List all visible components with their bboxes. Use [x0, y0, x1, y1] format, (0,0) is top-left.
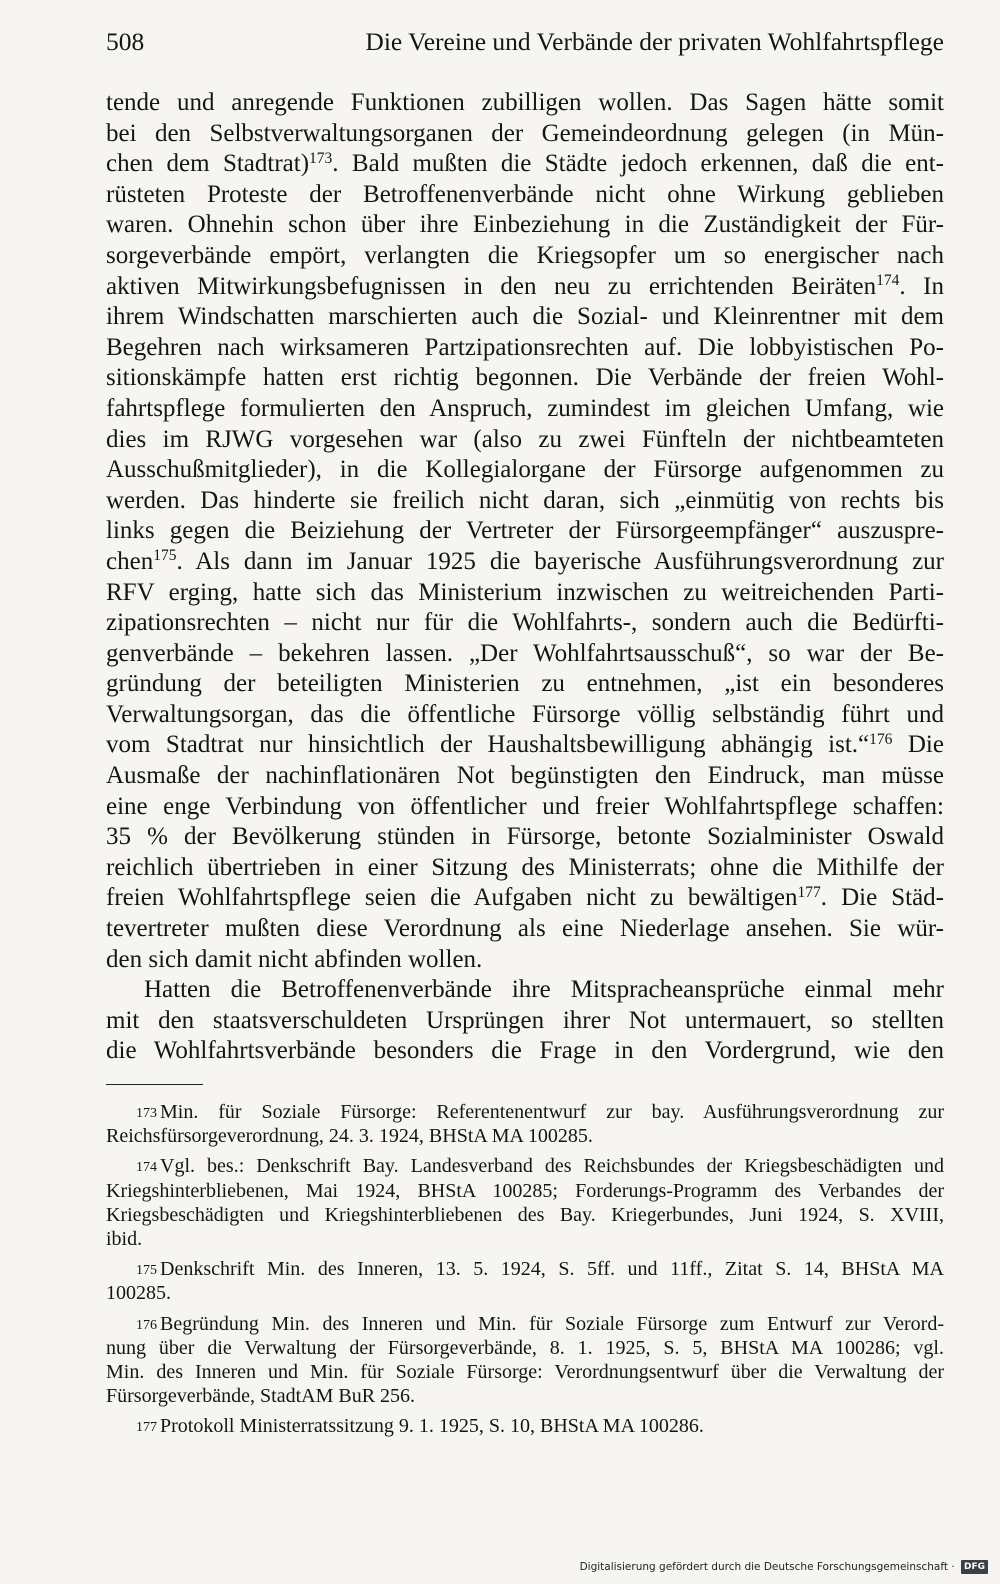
- body-line-text: Ausschußmitglieder), in die Kollegialorgane der Fürsorge aufgenommen zu: [106, 456, 944, 484]
- digitization-credit: [580, 1558, 988, 1576]
- body-line: [106, 547, 944, 578]
- body-line-text: tende und anregende Funktionen zubilligen wollen. Das Sagen hätte somit: [106, 89, 944, 116]
- footnote-text: Begründung Min. des Inneren und Min. für Soziale Fürsorge zum Entwurf zur Verord-: [160, 1312, 944, 1335]
- body-line: [106, 425, 944, 456]
- footnote-text: Min. des Inneren und Min. für Soziale Fürsorge: Verordnungsentwurf über die Verwaltung der: [106, 1360, 944, 1383]
- body-line: [106, 241, 944, 272]
- body-text: [106, 88, 944, 1067]
- footnote-reference[interactable]: 173: [309, 149, 333, 167]
- body-line-text: reichlich übertrieben in einer Sitzung des Ministerrats; ohne die Mithilfe der: [106, 853, 944, 881]
- body-line-text: den sich damit nicht abfinden wollen.: [106, 945, 483, 973]
- body-line: [106, 730, 944, 761]
- footnote-line: [106, 1203, 944, 1227]
- footnote-reference[interactable]: 175: [153, 547, 177, 565]
- footnote-number: 174: [136, 1160, 157, 1176]
- footnote-number: 176: [136, 1317, 157, 1333]
- body-line: [106, 639, 944, 670]
- footnote-line: [106, 1312, 944, 1336]
- body-line-text: Die: [892, 731, 944, 759]
- body-line-text: aktiven Mitwirkungsbefugnissen in den neu zu errichtenden Beiräten: [106, 272, 877, 300]
- body-line: [106, 119, 944, 150]
- body-line-text: vom Stadtrat nur hinsichtlich der Haushaltsbewilligung abhängig ist.“: [106, 731, 870, 759]
- body-line-text: links gegen die Beiziehung der Vertreter der Fürsorgeempfänger“ auszuspre-: [106, 517, 944, 545]
- body-line-text: die Wohlfahrtsverbände besonders die Frage in den Vordergrund, wie den: [106, 1037, 944, 1065]
- body-line: [106, 822, 944, 853]
- body-line-text: chen dem Stadtrat): [106, 150, 310, 178]
- body-line-text: bei den Selbstverwaltungsorganen der Gemeindeordnung gelegen (in Mün-: [106, 119, 944, 147]
- body-line: [106, 669, 944, 700]
- footnote-text: nung über die Verwaltung der Fürsorgeverbände, 8. 1. 1925, S. 5, BHStA MA 100286; vgl.: [106, 1336, 944, 1359]
- footnote-divider: [106, 1084, 203, 1085]
- body-line-text: tevertreter mußten diese Verordnung als eine Niederlage ansehen. Sie wür-: [106, 915, 944, 943]
- footnote-line: [106, 1414, 944, 1438]
- body-line-text: dies im RJWG vorgesehen war (also zu zwei Fünfteln der nichtbeamteten: [106, 425, 944, 453]
- body-line-text: sitionskämpfe hatten erst richtig begonnen. Die Verbände der freien Wohl-: [106, 364, 944, 392]
- body-line-text: . In: [899, 272, 944, 300]
- footnote-line: [106, 1360, 944, 1384]
- body-line: [106, 272, 944, 303]
- body-line-text: RFV erging, hatte sich das Ministerium inzwischen zu weitreichenden Parti-: [106, 578, 944, 606]
- body-line-text: eine enge Verbindung von öffentlicher und freier Wohlfahrtspflege schaffen:: [106, 792, 944, 820]
- body-line: [106, 578, 944, 609]
- body-line-text: . Die Städ-: [820, 884, 944, 912]
- body-line-text: genverbände – bekehren lassen. „Der Wohlfahrtsausschuß“, so war der Be-: [106, 639, 944, 667]
- body-line: [106, 914, 944, 945]
- footnote-text: Fürsorgeverbände, StadtAM BuR 256.: [106, 1385, 416, 1408]
- footnote-text: ibid.: [106, 1227, 143, 1250]
- footnote-text: Kriegshinterbliebenen, Mai 1924, BHStA 100285; Forderungs-Programm des Verbandes der: [106, 1179, 944, 1202]
- body-line: [106, 883, 944, 914]
- body-line: [106, 180, 944, 211]
- footnote-text: Protokoll Ministerratssitzung 9. 1. 1925, S. 10, BHStA MA 100286.: [160, 1415, 704, 1438]
- footnote-line: [106, 1227, 944, 1251]
- body-line: [106, 975, 944, 1006]
- footnote-line: [106, 1124, 944, 1148]
- footnote-text: Denkschrift Min. des Inneren, 13. 5. 1924, S. 5ff. und 11ff., Zitat S. 14, BHStA MA: [160, 1258, 944, 1281]
- footnote: [106, 1154, 944, 1251]
- footnote-reference[interactable]: 174: [876, 272, 900, 290]
- body-line-text: sorgeverbände empört, verlangten die Kriegsopfer um so energischer nach: [106, 241, 944, 269]
- body-line-text: fahrtspflege formulierten den Anspruch, zumindest im gleichen Umfang, wie: [106, 394, 944, 422]
- footnote-number: 177: [136, 1420, 157, 1436]
- footnote-number: 173: [136, 1106, 157, 1121]
- body-line: [106, 608, 944, 639]
- footnote-reference[interactable]: 176: [869, 730, 893, 748]
- body-line: [106, 486, 944, 517]
- footnote-line: [106, 1336, 944, 1360]
- body-line-text: chen: [106, 547, 154, 575]
- body-line-text: Ausmaße der nachinflationären Not begünstigten den Eindruck, man müsse: [106, 762, 944, 790]
- body-line: [106, 363, 944, 394]
- footnote-text: 100285.: [106, 1282, 171, 1305]
- footnote-line: [106, 1154, 944, 1178]
- body-line: [106, 945, 944, 976]
- footnote-reference[interactable]: 177: [797, 883, 821, 901]
- footnote: [106, 1312, 944, 1409]
- body-line: [106, 700, 944, 731]
- footnote-line: [106, 1281, 944, 1305]
- body-line-text: . Bald mußten die Städte jedoch erkennen, daß die ent-: [332, 150, 944, 178]
- body-line: [106, 88, 944, 119]
- footnote-text: Min. für Soziale Fürsorge: Referentenentwurf zur bay. Ausführungsverordnung zur: [160, 1101, 944, 1123]
- body-line: [106, 516, 944, 547]
- body-line: [106, 394, 944, 425]
- body-line: [106, 853, 944, 884]
- running-title: Die Vereine und Verbände der privaten Wohlfahrtspflege: [365, 27, 944, 56]
- footnote-text: Reichsfürsorgeverordnung, 24. 3. 1924, BHStA MA 100285.: [106, 1125, 593, 1148]
- footnote-text: Vgl. bes.: Denkschrift Bay. Landesverband des Reichsbundes der Kriegsbeschädigten und: [160, 1155, 944, 1178]
- body-line-text: rüsteten Proteste der Betroffenenverbände nicht ohne Wirkung geblieben: [106, 180, 944, 208]
- footnote-text: Kriegsbeschädigten und Kriegshinterbliebenen des Bay. Kriegerbundes, Juni 1924, S. XVIII,: [106, 1203, 944, 1226]
- body-line-text: zipationsrechten – nicht nur für die Wohlfahrts-, sondern auch die Bedürfti-: [106, 609, 944, 637]
- footnotes: [106, 1100, 944, 1444]
- body-line: [106, 210, 944, 241]
- body-line: [106, 333, 944, 364]
- footnote-line: [106, 1100, 944, 1124]
- body-line-text: waren. Ohnehin schon über ihre Einbeziehung in die Zuständigkeit der Für-: [106, 211, 944, 239]
- body-line-text: 35 % der Bevölkerung stünden in Fürsorge, betonte Sozialminister Oswald: [106, 823, 944, 851]
- body-line: [106, 1006, 944, 1037]
- footnote: [106, 1100, 944, 1148]
- footnote-line: [106, 1179, 944, 1203]
- body-line-text: werden. Das hinderte sie freilich nicht daran, sich „einmütig von rechts bis: [106, 486, 944, 514]
- dfg-logo: DFG: [961, 1560, 988, 1574]
- body-line: [106, 761, 944, 792]
- body-line: [106, 1036, 944, 1067]
- body-line-text: freien Wohlfahrtspflege seien die Aufgaben nicht zu bewältigen: [106, 884, 798, 912]
- body-line-text: mit den staatsverschuldeten Ursprüngen ihrer Not untermauert, so stellten: [106, 1006, 944, 1034]
- body-line: [106, 455, 944, 486]
- body-line-text: Verwaltungsorgan, das die öffentliche Fürsorge völlig selbständig führt und: [106, 700, 944, 728]
- page-number: 508: [106, 27, 145, 56]
- footnote-line: [106, 1384, 944, 1408]
- credit-text: Digitalisierung gefördert durch die Deutsche Forschungsgemeinschaft ·: [579, 1561, 955, 1573]
- body-line: [106, 302, 944, 333]
- body-line-text: Hatten die Betroffenenverbände ihre Mitspracheansprüche einmal mehr: [144, 976, 944, 1004]
- body-line: [106, 792, 944, 823]
- body-line-text: Begehren nach wirksameren Partzipationsrechten auf. Die lobbyistischen Po-: [106, 333, 944, 361]
- running-head: [106, 22, 944, 62]
- body-line-text: gründung der beteiligten Ministerien zu entnehmen, „ist ein besonderes: [106, 670, 944, 698]
- footnote-line: [106, 1257, 944, 1281]
- body-line-text: ihrem Windschatten marschierten auch die Sozial- und Kleinrentner mit dem: [106, 303, 944, 331]
- body-line: [106, 149, 944, 180]
- footnote: [106, 1257, 944, 1305]
- footnote: [106, 1414, 944, 1438]
- body-line-text: . Als dann im Januar 1925 die bayerische Ausführungsverordnung zur: [176, 547, 944, 575]
- footnote-number: 175: [136, 1263, 157, 1279]
